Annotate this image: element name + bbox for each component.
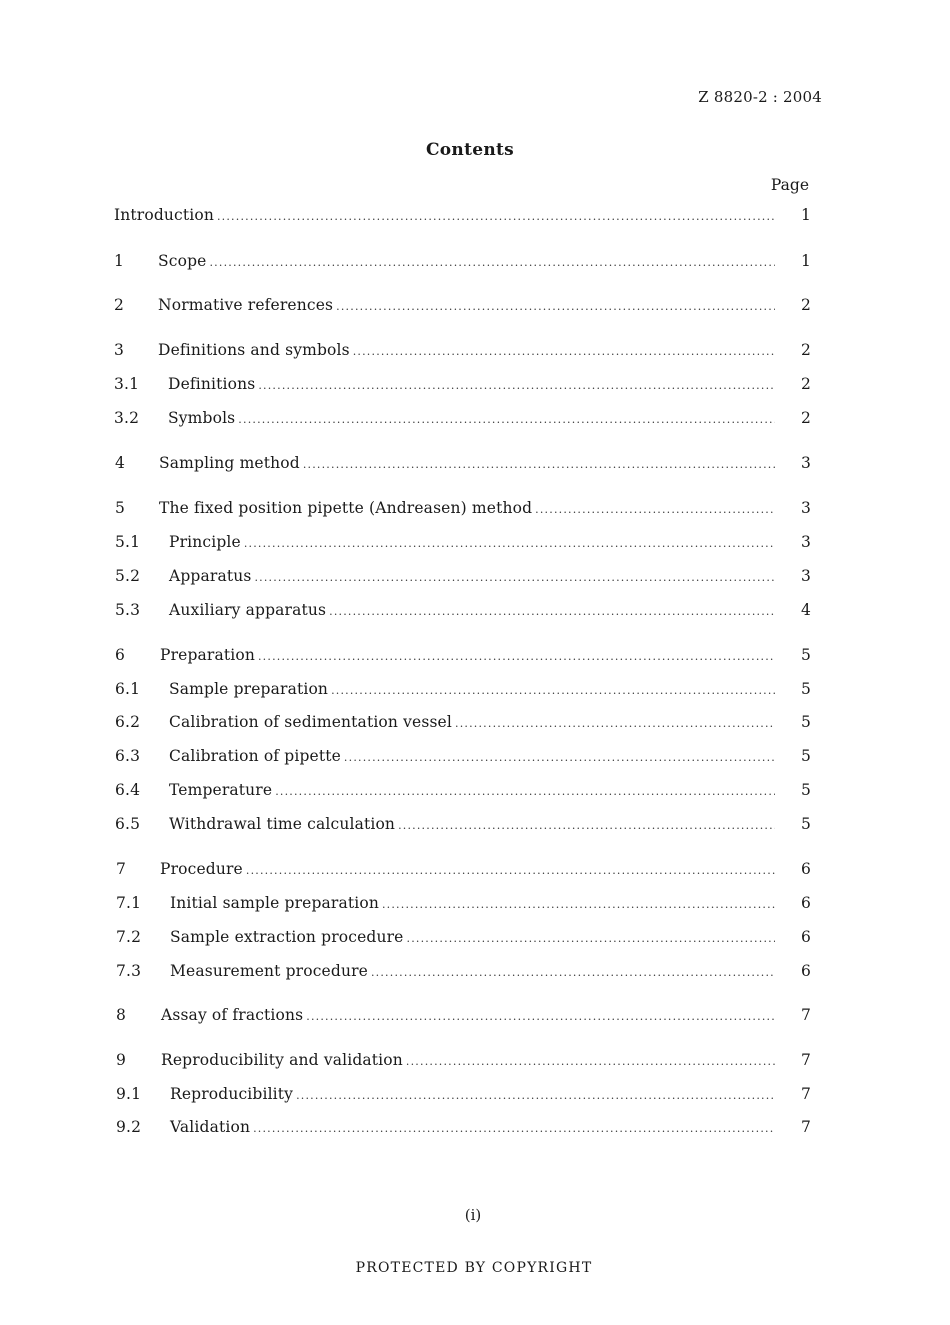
dot-leader	[382, 893, 775, 917]
toc-entry[interactable]	[116, 857, 811, 881]
toc-entry-label: Reproducibility and validation	[161, 1051, 403, 1069]
toc-entry-label: Reproducibility	[170, 1085, 294, 1103]
toc-entry-page: 7	[800, 1051, 811, 1069]
dot-leader	[331, 679, 775, 703]
toc-entry-number: 1	[114, 252, 125, 270]
dot-leader	[253, 1117, 775, 1141]
dot-leader	[455, 712, 775, 736]
toc-entry-page: 2	[800, 296, 811, 314]
toc-entry-number: 4	[115, 454, 126, 472]
dot-leader	[258, 374, 775, 398]
page-column-label: Page	[770, 176, 809, 194]
toc-entry-label: Auxiliary apparatus	[169, 601, 327, 619]
toc-entry-label: Calibration of sedimentation vessel	[169, 713, 452, 731]
toc-entry-number: 5.3	[115, 601, 141, 619]
toc-subentry[interactable]	[116, 959, 811, 983]
dot-leader	[306, 1005, 775, 1029]
toc-entry-page: 3	[800, 533, 811, 551]
toc-entry[interactable]	[115, 496, 811, 520]
toc-entry-page: 7	[800, 1085, 811, 1103]
toc-entry-page: 5	[800, 680, 811, 698]
toc-entry-page: 6	[800, 860, 811, 878]
toc-entry-page: 5	[800, 646, 811, 664]
footer-page-number: (i)	[464, 1206, 482, 1224]
dot-leader	[244, 532, 775, 556]
document-id: Z 8820-2 : 2004	[698, 88, 822, 106]
dot-leader	[371, 961, 775, 985]
toc-subentry[interactable]	[115, 744, 811, 768]
toc-entry-number: 6.1	[115, 680, 141, 698]
toc-subentry[interactable]	[116, 925, 811, 949]
toc-entry[interactable]	[115, 643, 811, 667]
dot-leader	[275, 780, 775, 804]
dot-leader	[329, 600, 775, 624]
toc-entry-page: 3	[800, 567, 811, 585]
toc-entry-number: 3.1	[114, 375, 140, 393]
toc-entry-page: 2	[800, 375, 811, 393]
toc-entry-page: 5	[800, 713, 811, 731]
dot-leader	[344, 746, 775, 770]
toc-entry-number: 9.1	[116, 1085, 142, 1103]
toc-entry-page: 3	[800, 454, 811, 472]
toc-entry-number: 6.2	[115, 713, 141, 731]
toc-entry[interactable]	[114, 249, 811, 273]
dot-leader	[406, 1050, 775, 1074]
toc-entry[interactable]	[116, 1048, 811, 1072]
toc-entry-label: Measurement procedure	[170, 962, 368, 980]
toc-entry-page: 2	[800, 409, 811, 427]
toc-entry-label: Procedure	[160, 860, 243, 878]
toc-entry-label: Introduction	[114, 206, 214, 224]
toc-entry-page: 3	[800, 499, 811, 517]
toc-subentry[interactable]	[115, 530, 811, 554]
dot-leader	[398, 814, 775, 838]
toc-entry-label: Withdrawal time calculation	[169, 815, 396, 833]
toc-entry-number: 2	[114, 296, 125, 314]
toc-entry-number: 9.2	[116, 1118, 142, 1136]
toc-entry-label: Preparation	[160, 646, 255, 664]
toc-entry-label: Scope	[158, 252, 207, 270]
dot-leader	[336, 295, 775, 319]
toc-entry-label: Normative references	[158, 296, 334, 314]
toc-entry-label: Symbols	[168, 409, 236, 427]
toc-subentry[interactable]	[115, 778, 811, 802]
dot-leader	[407, 927, 776, 951]
dot-leader	[296, 1084, 775, 1108]
toc-subentry[interactable]	[116, 1082, 811, 1106]
toc-entry-page: 7	[800, 1118, 811, 1136]
toc-entry-label: Calibration of pipette	[169, 747, 341, 765]
toc-entry-number: 6.4	[115, 781, 141, 799]
toc-entry-label: Validation	[170, 1118, 251, 1136]
toc-entry-number: 6.5	[115, 815, 141, 833]
toc-entry[interactable]	[114, 293, 811, 317]
copyright-notice: PROTECTED BY COPYRIGHT	[355, 1260, 593, 1276]
toc-subentry[interactable]	[115, 598, 811, 622]
toc-entry-label: Sampling method	[159, 454, 300, 472]
toc-subentry[interactable]	[114, 372, 811, 396]
toc-entry-page: 7	[800, 1006, 811, 1024]
page-title: Contents	[425, 140, 515, 160]
toc-entry-number: 7.2	[116, 928, 142, 946]
toc-entry-number: 9	[116, 1051, 127, 1069]
toc-entry[interactable]	[115, 451, 811, 475]
toc-subentry[interactable]	[116, 1115, 811, 1139]
toc-entry-number: 7.3	[116, 962, 142, 980]
toc-subentry[interactable]	[115, 710, 811, 734]
dot-leader	[535, 498, 775, 522]
toc-entry-label: Temperature	[169, 781, 273, 799]
toc-entry-page: 5	[800, 747, 811, 765]
toc-entry-number: 7	[116, 860, 127, 878]
toc-entry[interactable]	[116, 1003, 811, 1027]
toc-entry-page: 6	[800, 962, 811, 980]
toc-entry-label: Apparatus	[169, 567, 252, 585]
toc-subentry[interactable]	[115, 812, 811, 836]
dot-leader	[353, 340, 775, 364]
toc-entry-page: 6	[800, 894, 811, 912]
toc-entry-number: 5.2	[115, 567, 141, 585]
toc-subentry[interactable]	[114, 406, 811, 430]
toc-entry-number: 3	[114, 341, 125, 359]
toc-entry-number: 3.2	[114, 409, 140, 427]
toc-subentry[interactable]	[116, 891, 811, 915]
dot-leader	[258, 645, 775, 669]
toc-entry-page: 4	[800, 601, 811, 619]
toc-entry-label: Definitions	[168, 375, 256, 393]
toc-entry-number: 6	[115, 646, 126, 664]
toc-entry-page: 1	[800, 206, 811, 224]
dot-leader	[238, 408, 775, 432]
toc-entry-page: 1	[800, 252, 811, 270]
toc-entry-label: Assay of fractions	[161, 1006, 304, 1024]
toc-entry-introduction[interactable]	[114, 203, 811, 227]
toc-entry-label: Principle	[169, 533, 241, 551]
toc-entry-label: The fixed position pipette (Andreasen) method	[159, 499, 533, 517]
toc-entry-page: 5	[800, 781, 811, 799]
toc-subentry[interactable]	[115, 677, 811, 701]
dot-leader	[209, 251, 775, 275]
toc-entry-label: Definitions and symbols	[158, 341, 350, 359]
toc-entry-label: Sample preparation	[169, 680, 329, 698]
toc-entry-number: 7.1	[116, 894, 142, 912]
toc-entry-number: 5.1	[115, 533, 141, 551]
toc-entry[interactable]	[114, 338, 811, 362]
dot-leader	[246, 859, 775, 883]
toc-entry-page: 2	[800, 341, 811, 359]
dot-leader	[303, 453, 775, 477]
toc-entry-number: 8	[116, 1006, 127, 1024]
toc-subentry[interactable]	[115, 564, 811, 588]
dot-leader	[254, 566, 775, 590]
toc-entry-label: Initial sample preparation	[170, 894, 379, 912]
toc-entry-label: Sample extraction procedure	[170, 928, 404, 946]
dot-leader	[217, 205, 775, 229]
toc-entry-number: 6.3	[115, 747, 141, 765]
toc-entry-page: 5	[800, 815, 811, 833]
toc-entry-page: 6	[800, 928, 811, 946]
toc-entry-number: 5	[115, 499, 126, 517]
